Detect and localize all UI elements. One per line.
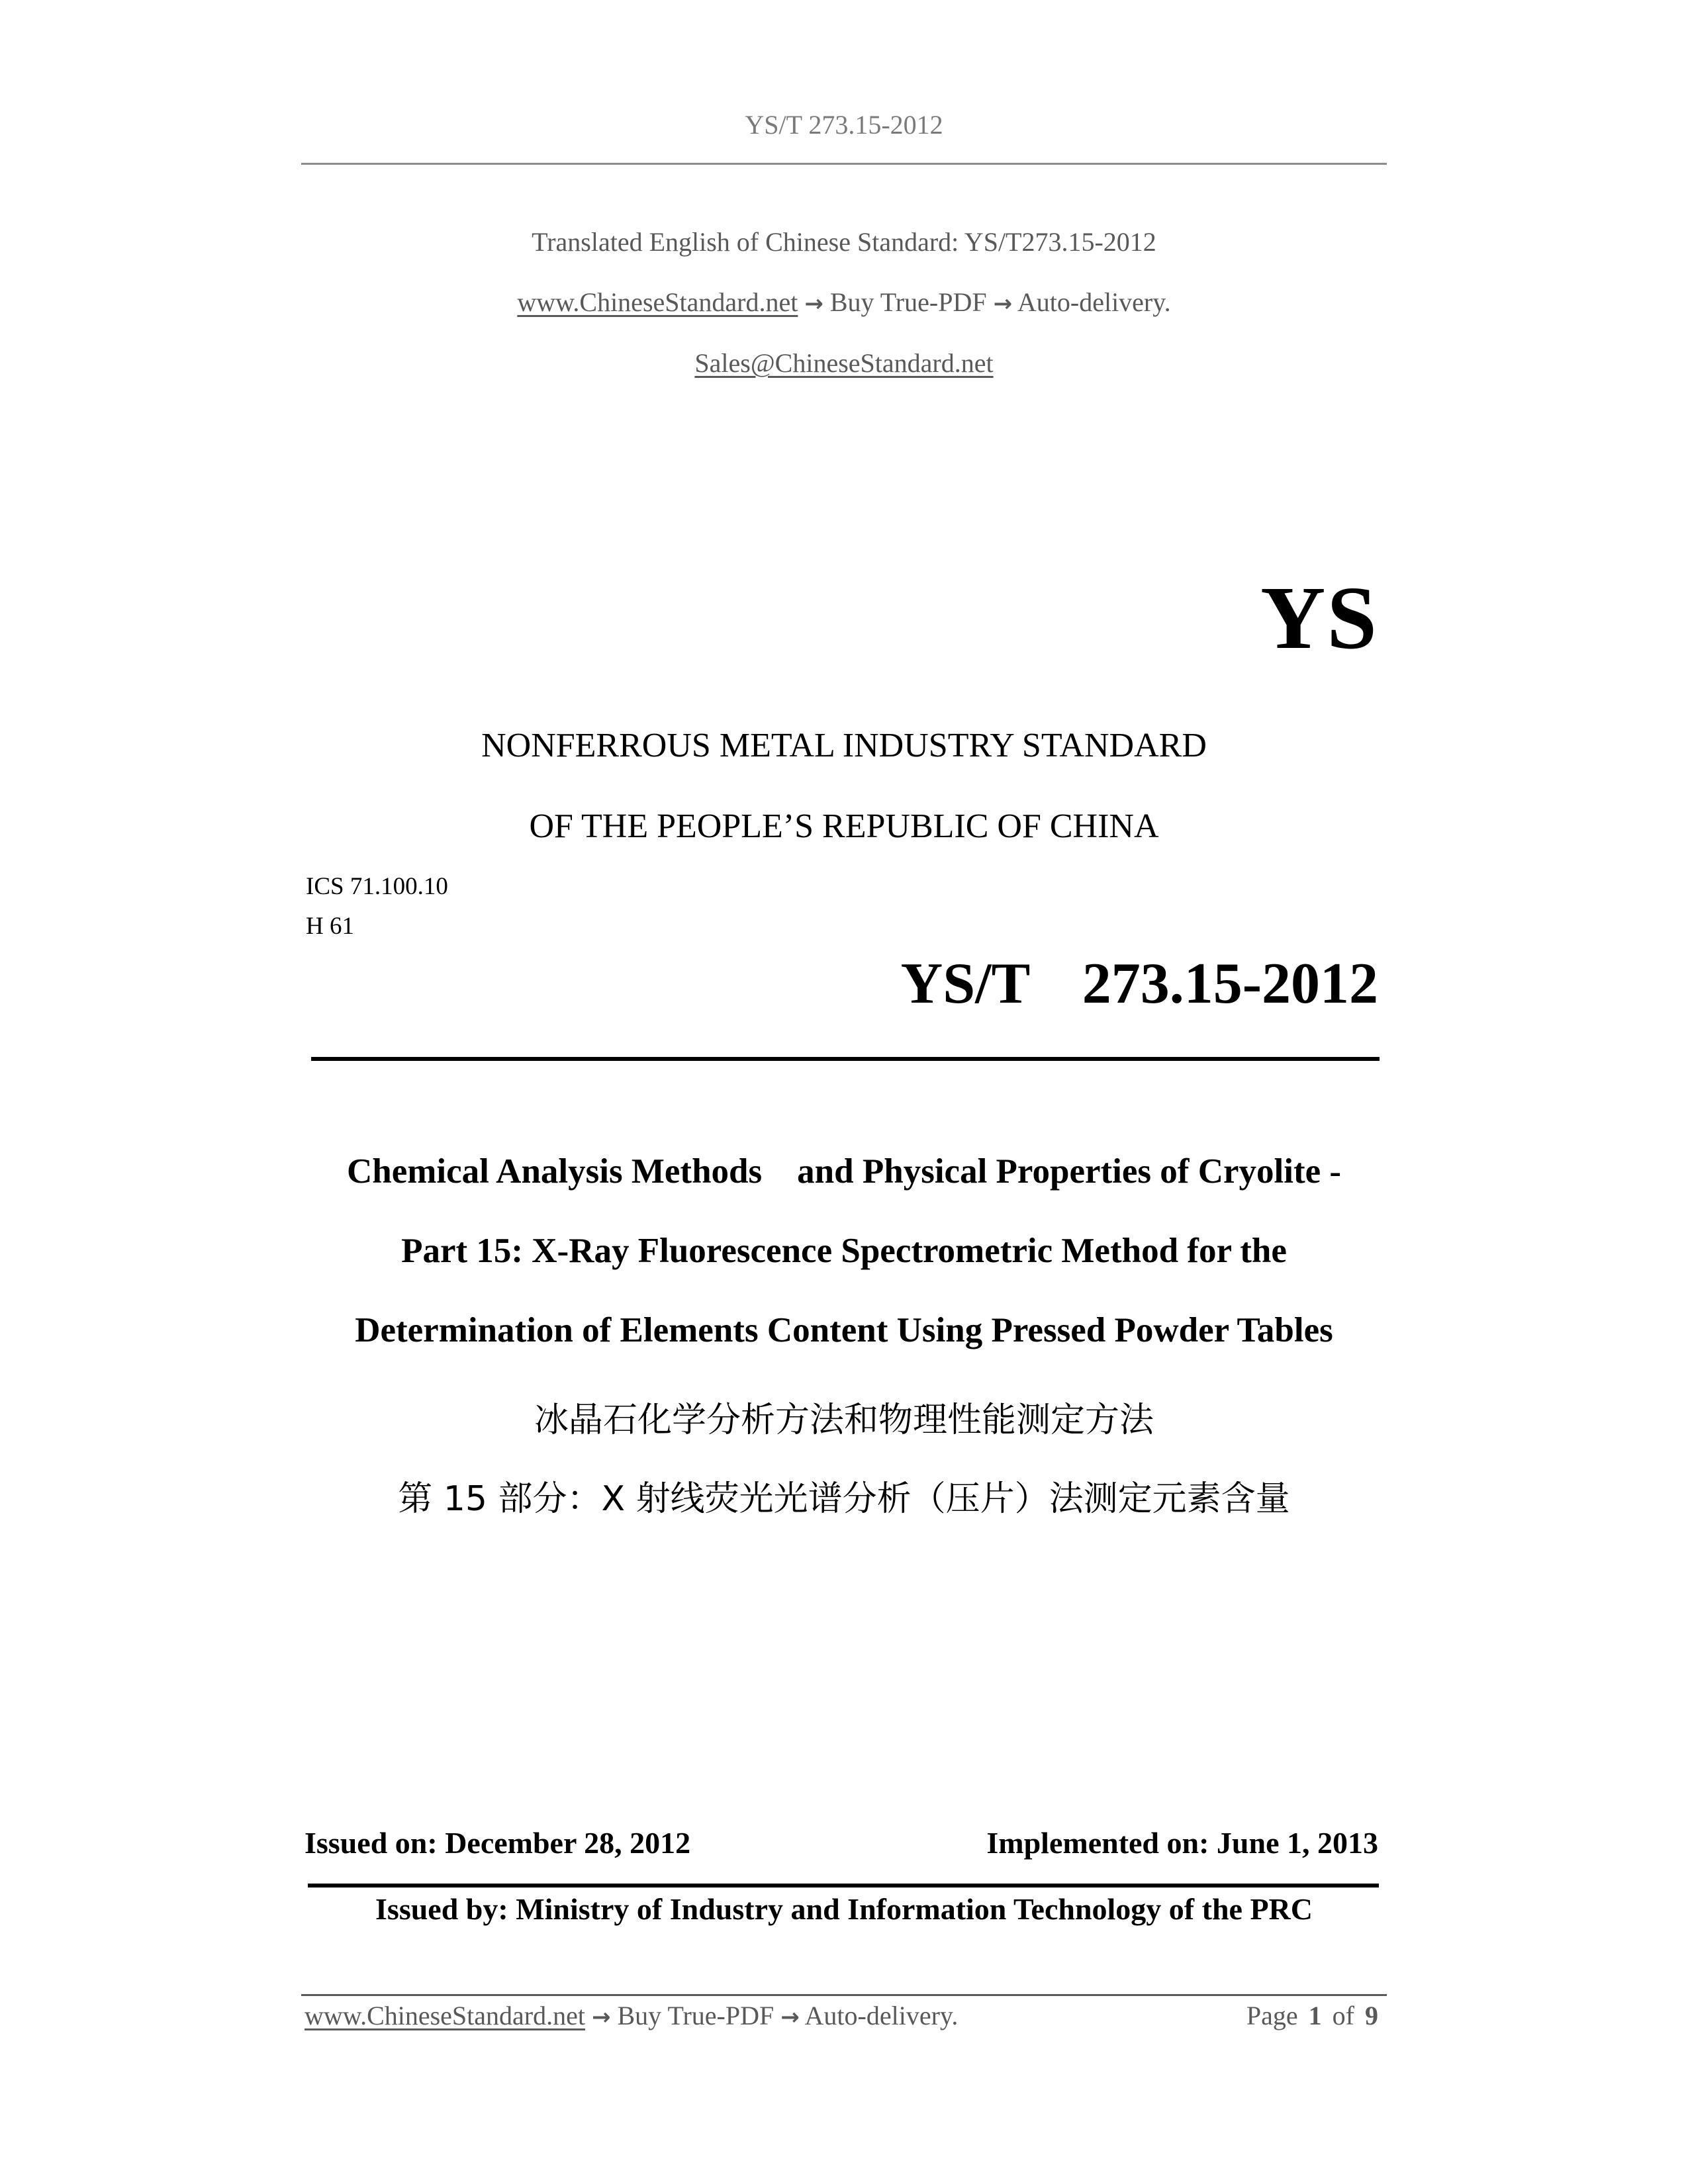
arrow-right-icon: →: [993, 291, 1013, 317]
implemented-on-date: Implemented on: June 1, 2013: [986, 1826, 1378, 1860]
issuing-authority: Issued by: Ministry of Industry and Information Technology of the PRC: [375, 1892, 1313, 1926]
standard-mark-logo: YS: [1260, 569, 1378, 668]
ccs-code: H 61: [306, 913, 354, 940]
footer-divider: [301, 1994, 1387, 1996]
issue-divider: [308, 1884, 1379, 1888]
page-label: Page: [1246, 2001, 1298, 2030]
english-title-line2: Part 15: X-Ray Fluorescence Spectrometric Method for the: [401, 1232, 1287, 1270]
issued-on-date: Issued on: December 28, 2012: [305, 1826, 691, 1860]
english-title-line1: Chemical Analysis Methods and Physical Properties of Cryolite -: [346, 1152, 1342, 1191]
site-link[interactable]: www.ChineseStandard.net: [517, 287, 798, 317]
ics-code: ICS 71.100.10: [306, 873, 448, 900]
standard-heading-line1: NONFERROUS METAL INDUSTRY STANDARD: [481, 727, 1207, 764]
footer-site-link[interactable]: www.ChineseStandard.net: [305, 2001, 585, 2030]
page-total: 9: [1365, 2001, 1378, 2030]
title-divider: [311, 1057, 1380, 1061]
standard-number: YS/T 273.15-2012: [900, 952, 1378, 1016]
email-link[interactable]: Sales@ChineseStandard.net: [694, 348, 994, 378]
footer-purchase-line: [305, 2000, 958, 2031]
page-indicator: [1246, 2000, 1378, 2031]
page-of: of: [1332, 2001, 1354, 2030]
page-current: 1: [1308, 2001, 1322, 2030]
footer-buy-text: Buy True-PDF: [617, 2001, 774, 2030]
purchase-line: [0, 287, 1688, 318]
email-line: [0, 347, 1688, 379]
chinese-title-line1: 冰晶石化学分析方法和物理性能测定方法: [534, 1400, 1154, 1440]
buy-text: Buy True-PDF: [829, 287, 987, 317]
arrow-right-icon: →: [780, 2004, 800, 2030]
english-title-line3: Determination of Elements Content Using Pressed Powder Tables: [355, 1311, 1333, 1349]
chinese-title-line2: 第 15 部分：X 射线荧光光谱分析（压片）法测定元素含量: [398, 1479, 1290, 1519]
footer-delivery-text: Auto-delivery.: [804, 2001, 959, 2030]
standard-heading-line2: OF THE PEOPLE’S REPUBLIC OF CHINA: [529, 807, 1159, 845]
arrow-right-icon: →: [591, 2004, 611, 2030]
header-divider: [301, 163, 1387, 165]
delivery-text: Auto-delivery.: [1017, 287, 1171, 317]
arrow-right-icon: →: [804, 291, 823, 317]
running-header: YS/T 273.15-2012: [745, 110, 943, 140]
translation-notice: Translated English of Chinese Standard: YS/T273.15-2012: [532, 227, 1156, 257]
